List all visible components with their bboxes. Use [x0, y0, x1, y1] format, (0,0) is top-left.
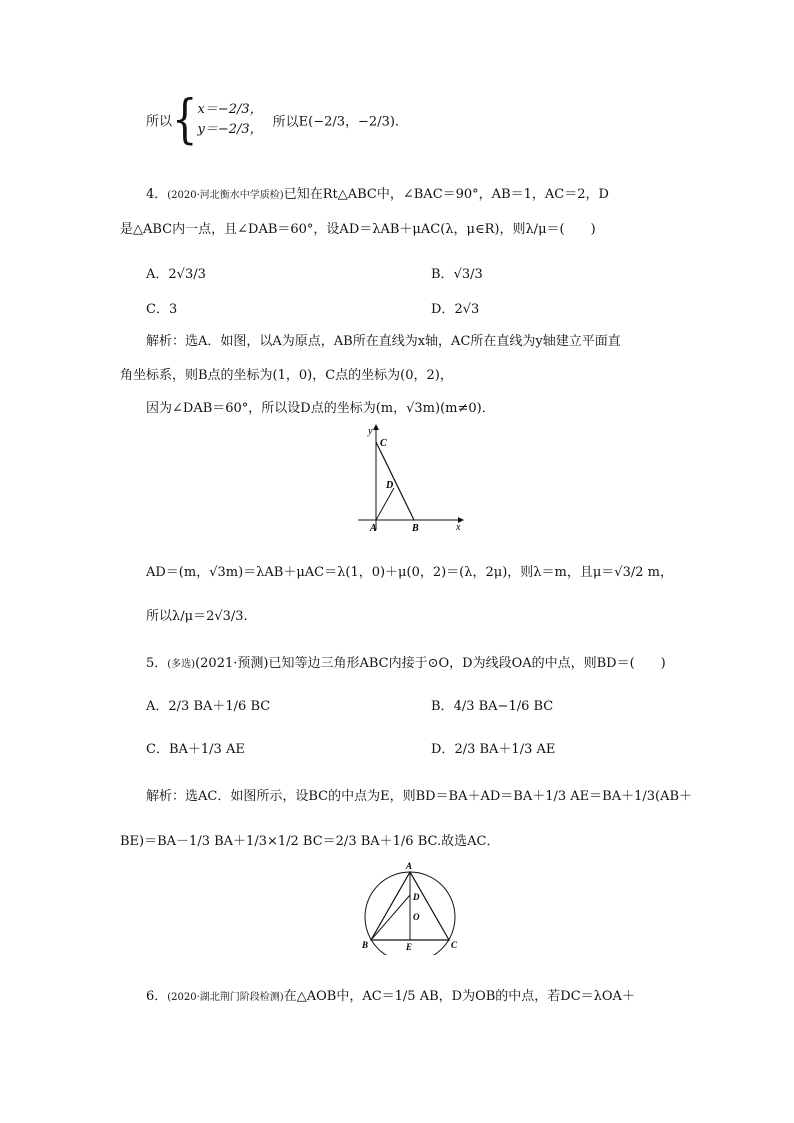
option-text: √3/3	[453, 267, 483, 282]
q5-stem-line	[146, 652, 666, 671]
option-label: B．	[431, 267, 454, 282]
option-label: C．	[146, 302, 169, 317]
q4-option-a	[146, 263, 206, 282]
q5-tag: (多选)	[167, 659, 196, 670]
x-equation: x＝−2/3，	[197, 102, 263, 117]
label-y: y	[368, 426, 373, 437]
q5-circle-figure	[358, 860, 468, 955]
label-b: B	[362, 940, 369, 950]
q4-option-c	[146, 298, 177, 317]
q5-solution-line2: BE)＝BA－1/3 BA＋1/3×1/2 BC＝2/3 BA＋1/6 BC.故选AC．	[120, 834, 500, 849]
option-label: B．	[431, 699, 454, 714]
option-text: 3	[168, 302, 178, 317]
q6-source: (2020·湖北荆门阶段检测)	[167, 992, 284, 1003]
label-a: A	[406, 861, 413, 871]
segment-bd	[371, 895, 410, 940]
q5-option-c	[146, 738, 245, 757]
q5-option-d	[431, 738, 555, 757]
label-b: B	[412, 523, 419, 534]
q4-stem-line2: 是△ABC内一点，且∠DAB＝60°，设AD＝λAB＋μAC(λ，μ∈R)，则λ/μ＝( )	[120, 222, 596, 237]
q4-number: 4．	[146, 187, 168, 202]
label-c: C	[451, 940, 458, 950]
q4-solution-line2: 角坐标系，则B点的坐标为(1，0)，C点的坐标为(0，2)，	[120, 368, 453, 383]
prev-result-line	[146, 90, 400, 154]
q6-stem: 在△AOB中，AC＝1/5 AB，D为OB的中点，若DC＝λOA＋	[283, 989, 635, 1004]
label-d: D	[386, 480, 394, 491]
option-text: 2√3	[454, 302, 480, 317]
option-text: BA＋1/3 AE	[168, 742, 245, 757]
label-e: E	[406, 942, 413, 952]
label-a: A	[370, 523, 377, 534]
q4-option-d	[431, 298, 479, 317]
option-label: D．	[431, 742, 455, 757]
y-axis-arrow	[373, 424, 379, 430]
q6-stem-line	[146, 985, 635, 1004]
q5-source: (2021·预测)	[195, 656, 269, 671]
option-text: 2/3 BA＋1/6 BC	[168, 699, 271, 714]
q5-solution-line1: 解析：选AC．如图所示，设BC的中点为E，则BD＝BA＋AD＝BA＋1/3 AE＝BA＋1/3(AB＋	[146, 789, 693, 804]
q4-source: (2020·河北衡水中学质检)	[167, 190, 284, 201]
q5-option-b	[431, 695, 553, 714]
q4-coordinate-figure	[350, 420, 470, 540]
option-text: 2/3 BA＋1/3 AE	[454, 742, 556, 757]
q5-number: 5．	[146, 656, 168, 671]
system-brace: {	[172, 90, 198, 150]
q5-option-a	[146, 695, 270, 714]
prev-result-point: E(−2/3，−2/3).	[298, 114, 400, 130]
label-d: D	[413, 892, 420, 902]
option-label: D．	[431, 302, 455, 317]
prev-result-prefix: 所以	[146, 114, 173, 130]
option-label: A．	[146, 267, 169, 282]
label-x: x	[456, 522, 461, 533]
option-label: C．	[146, 742, 169, 757]
y-equation: y＝−2/3，	[197, 122, 263, 137]
prev-result-mid: 所以	[272, 114, 299, 130]
segment-cb	[376, 442, 414, 520]
option-text: 4/3 BA−1/6 BC	[453, 699, 554, 714]
q4-solution-line4: AD＝(m，√3m)＝λAB＋μAC＝λ(1，0)＋μ(0，2)＝(λ，2μ)，则λ＝m，且μ＝√3/2 m，	[146, 565, 673, 580]
equation-system	[197, 100, 262, 140]
label-c: C	[380, 438, 387, 449]
q4-solution-line3: 因为∠DAB＝60°，所以设D点的坐标为(m，√3m)(m≠0)．	[146, 401, 495, 416]
q4-stem1: 已知在Rt△ABC中，∠BAC＝90°，AB＝1，AC＝2，D	[283, 187, 609, 202]
option-label: A．	[146, 699, 169, 714]
label-o: O	[413, 912, 420, 922]
segment-ad	[376, 488, 394, 520]
q5-stem: 已知等边三角形ABC内接于⊙O，D为线段OA的中点，则BD＝( )	[268, 656, 666, 671]
q6-number: 6．	[146, 989, 168, 1004]
q4-solution-line5: 所以λ/μ＝2√3/3.	[146, 609, 248, 624]
q4-stem-line1	[146, 183, 609, 202]
q4-option-b	[431, 263, 483, 282]
option-text: 2√3/3	[168, 267, 206, 282]
q4-solution-line1: 解析：选A．如图，以A为原点，AB所在直线为x轴，AC所在直线为y轴建立平面直	[146, 334, 621, 349]
